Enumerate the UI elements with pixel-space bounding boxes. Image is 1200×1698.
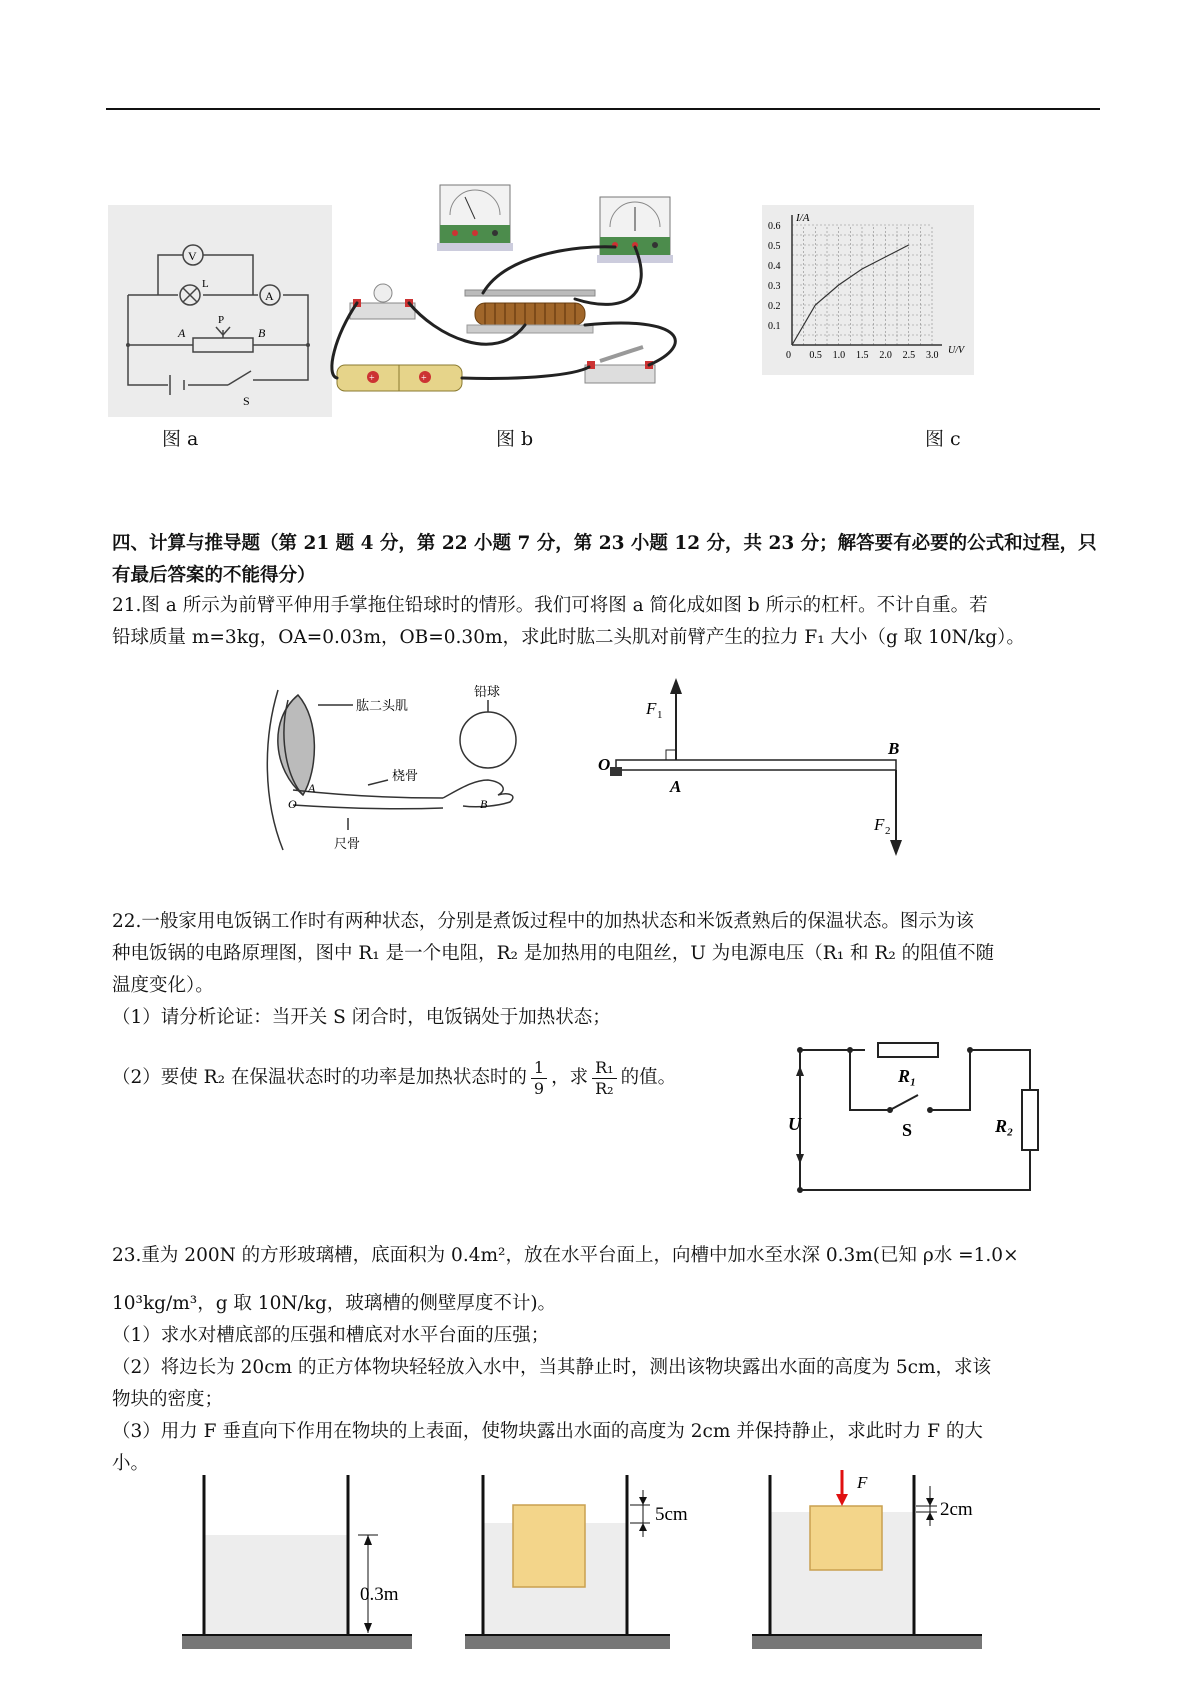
x-tick-label: 2.5	[902, 350, 916, 361]
fig-a-ammeter-label: A	[265, 289, 274, 303]
x-tick-label: 2.0	[879, 350, 892, 361]
fig-c-xunit: U/V	[948, 345, 965, 356]
cube-block-1	[513, 1505, 585, 1587]
caption-fig-b: 图 b	[496, 428, 534, 450]
pivot	[610, 767, 622, 776]
arm-b-label: B	[480, 797, 488, 811]
x-tick-label: 0.5	[809, 350, 822, 361]
q21-line2: 铅球质量 m=3kg，OA=0.03m，OB=0.30m，求此时肱二头肌对前臂产生的拉力 F₁ 大小（g 取 10N/kg）。	[112, 627, 1025, 648]
caption-fig-c: 图 c	[925, 428, 961, 450]
frac1-den: 9	[533, 1078, 545, 1098]
q21-arm-figure	[258, 680, 568, 870]
q21-lever-figure	[596, 670, 916, 860]
fig-a-lamp-label: L	[202, 278, 209, 290]
circuit-r1-label: R₁	[898, 1066, 917, 1086]
fig-a-p-label: P	[218, 314, 225, 326]
lever-f2-sub: 2	[885, 825, 891, 837]
fig-a-voltmeter-label: V	[188, 249, 197, 263]
svg-text:+: +	[369, 373, 375, 384]
arm-a-label: A	[308, 781, 316, 795]
y-tick-label: 0.4	[768, 261, 781, 272]
q23-part1: （1）求水对槽底部的压强和槽底对水平台面的压强；	[112, 1325, 550, 1346]
figure-a-circuit	[108, 205, 332, 417]
figure-b-apparatus	[345, 175, 775, 425]
header-rule	[106, 108, 1100, 110]
arm-o-label: O	[288, 797, 297, 811]
battery-pack	[337, 365, 462, 391]
q22-part2-c: 的值。	[620, 1067, 677, 1088]
lever-a-label: A	[670, 777, 682, 796]
frac2-num: R₁	[592, 1058, 616, 1079]
fig-a-switch-label: S	[243, 394, 250, 408]
arm-bone1-label: 桡骨	[392, 768, 419, 783]
x-tick-label: 1.0	[832, 350, 846, 361]
y-tick-label: 0.3	[768, 281, 781, 292]
q23-line1: 23.重为 200N 的方形玻璃槽，底面积为 0.4m²，放在水平台面上，向槽中加水至水深 0.3m(已知 ρ水 =1.0×	[112, 1245, 1019, 1266]
arm-bone2-label: 尺骨	[334, 836, 361, 851]
q23-part3b: 小。	[112, 1453, 150, 1474]
lever-bar	[616, 760, 896, 770]
rheostat-device	[465, 290, 595, 333]
tank-1	[182, 1475, 412, 1650]
lever-b-label: B	[888, 739, 900, 758]
arm-ball-label: 铅球	[474, 684, 501, 699]
lever-o-label: O	[598, 755, 611, 774]
circuit-r2-label: R₂	[995, 1116, 1014, 1136]
q23-part3a: （3）用力 F 垂直向下作用在物块的上表面，使物块露出水面的高度为 2cm 并保持静止，求此时力 F 的大	[112, 1421, 983, 1442]
lever-f2-label: F	[874, 815, 885, 834]
y-tick-label: 0.2	[768, 301, 781, 312]
x-tick-label: 3.0	[926, 350, 939, 361]
q21-line1: 21.图 a 所示为前臂平伸用手掌拖住铅球时的情形。我们可将图 a 简化成如图 b 所示的杠杆。不计自重。若	[112, 595, 988, 616]
figure-c-graph	[762, 205, 974, 375]
lever-f1-sub: 1	[657, 709, 663, 721]
q22-line1: 22.一般家用电饭锅工作时有两种状态，分别是煮饭过程中的加热状态和米饭煮熟后的保温状态。图示为该	[112, 911, 974, 932]
svg-text:+: +	[421, 373, 427, 384]
caption-fig-a: 图 a	[162, 428, 199, 450]
lever-f1-label: F	[646, 699, 657, 718]
q23-line2: 10³kg/m³，g 取 10N/kg，玻璃槽的侧壁厚度不计)。	[112, 1293, 557, 1314]
tank2-exposed-label: 5cm	[655, 1504, 688, 1525]
fig-a-node-b: B	[258, 326, 266, 340]
arm-muscle-label: 肱二头肌	[356, 698, 409, 713]
tank3-force-label: F	[857, 1473, 868, 1492]
q23-part2a: （2）将边长为 20cm 的正方体物块轻轻放入水中，当其静止时，测出该物块露出水面的高度为 5cm，求该	[112, 1357, 992, 1378]
x-tick-label: 1.5	[856, 350, 869, 361]
fig-a-node-a: A	[178, 326, 186, 340]
x-tick-label: 0	[786, 350, 791, 361]
fig-c-ylabel: I/A	[796, 212, 810, 224]
y-tick-label: 0.6	[768, 221, 781, 232]
fraction-one-ninth	[531, 1058, 547, 1099]
q22-part2-a: （2）要使 R₂ 在保温状态时的功率是加热状态时的	[112, 1067, 527, 1088]
q23-part2b: 物块的密度；	[112, 1389, 224, 1410]
q22-part2-b: ，求	[551, 1067, 589, 1088]
q22-line3: 温度变化）。	[112, 975, 214, 996]
cube-block-2	[810, 1506, 882, 1570]
y-tick-label: 0.5	[768, 241, 781, 252]
switch-device	[585, 347, 655, 383]
frac1-num: 1	[531, 1058, 547, 1079]
frac2-den: R₂	[595, 1078, 614, 1098]
section-4-title: 四、计算与推导题（第 21 题 4 分，第 22 小题 7 分，第 23 小题 12 分，共 23 分；解答要有必要的公式和过程，只有最后答案的不能得分）	[112, 533, 1097, 586]
ammeter-device	[597, 197, 673, 263]
tank-2	[465, 1475, 688, 1650]
q22-circuit	[790, 1040, 1050, 1202]
lamp-device	[350, 284, 415, 319]
tank1-depth-label: 0.3m	[360, 1584, 399, 1605]
circuit-u-label: U	[788, 1114, 801, 1134]
q22-part1: （1）请分析论证：当开关 S 闭合时，电饭锅处于加热状态；	[112, 1007, 611, 1028]
q22-line2: 种电饭锅的电路原理图，图中 R₁ 是一个电阻，R₂ 是加热用的电阻丝，U 为电源电压（R₁ 和 R₂ 的阻值不随	[112, 943, 995, 964]
y-tick-label: 0.1	[768, 321, 781, 332]
voltmeter-device	[437, 185, 513, 251]
tank-3	[752, 1470, 982, 1650]
fraction-r1-r2	[592, 1058, 616, 1099]
circuit-s-label: S	[902, 1120, 913, 1140]
tank3-exposed-label: 2cm	[940, 1499, 973, 1520]
